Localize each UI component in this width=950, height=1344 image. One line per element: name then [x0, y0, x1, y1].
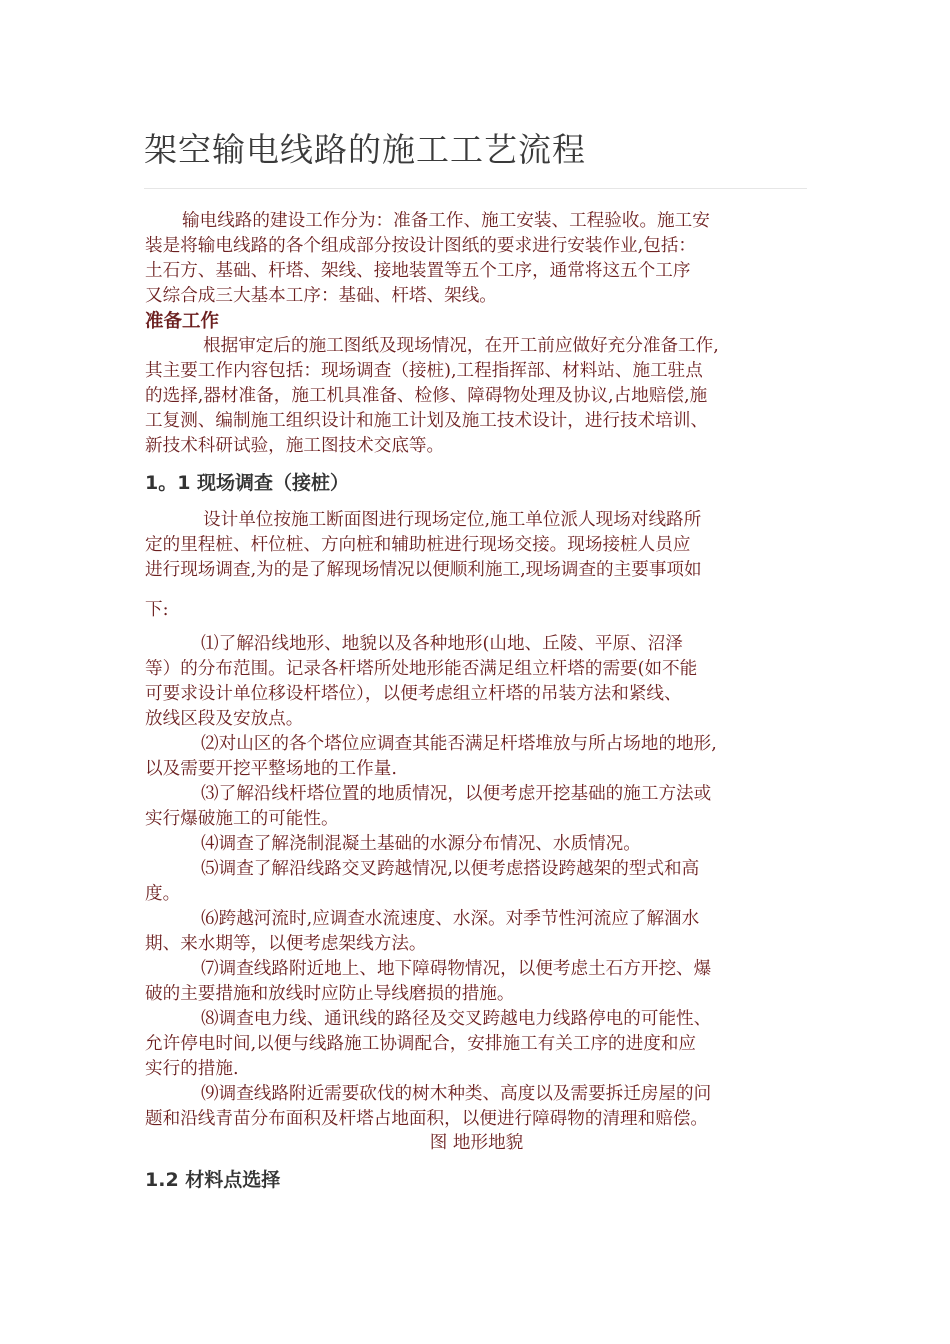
intro-line: 又综合成三大基本工序：基础、杆塔、架线。: [145, 286, 497, 306]
intro-line: 土石方、基础、杆塔、架线、接地装置等五个工序，通常将这五个工序: [145, 261, 691, 281]
survey-tail: [145, 598, 815, 623]
title-divider: [144, 188, 807, 189]
item-line: 破的主要措施和放线时应防止导线磨损的措施。: [145, 984, 515, 1004]
prep-heading: 准备工作: [145, 311, 220, 332]
prep-line: 工复测、编制施工组织设计和施工计划及施工技术设计，进行技术培训、: [145, 411, 709, 431]
survey-item-5: [145, 857, 815, 907]
survey-item-8: [145, 1007, 815, 1082]
item-line: ⑻调查电力线、通讯线的路径及交叉跨越电力线路停电的可能性、: [201, 1009, 712, 1029]
intro-paragraph: [145, 209, 815, 309]
prep-line: 的选择,器材准备，施工机具准备、检修、障碍物处理及协议,占地赔偿,施: [145, 386, 708, 406]
item-line: ⑷调查了解浇制混凝土基础的水源分布情况、水质情况。: [201, 834, 641, 854]
prep-line: 其主要工作内容包括：现场调查（接桩),工程指挥部、材料站、施工驻点: [145, 361, 703, 381]
survey-item-3: [145, 782, 815, 832]
item-line: ⑵对山区的各个塔位应调查其能否满足杆塔堆放与所占场地的地形,: [201, 734, 717, 754]
survey-item-1: [145, 632, 815, 732]
prep-line: 新技术科研试验，施工图技术交底等。: [145, 436, 445, 456]
survey-line: 定的里程桩、杆位桩、方向桩和辅助桩进行现场交接。现场接桩人员应: [145, 535, 691, 555]
item-line: 以及需要开挖平整场地的工作量.: [145, 759, 397, 779]
survey-paragraph: [145, 508, 815, 583]
item-line: ⑶了解沿线杆塔位置的地质情况，以便考虑开挖基础的施工方法或: [201, 784, 712, 804]
survey-item-6: [145, 907, 815, 957]
item-line: ⑺调查线路附近地上、地下障碍物情况，以便考虑土石方开挖、爆: [201, 959, 712, 979]
page-title: 架空输电线路的施工工艺流程: [144, 130, 586, 169]
survey-item-4: [145, 832, 815, 857]
survey-tail-line: 下:: [145, 600, 169, 620]
item-line: 实行的措施.: [145, 1059, 239, 1079]
item-line: ⑹跨越河流时,应调查水流速度、水深。对季节性河流应了解涸水: [201, 909, 700, 929]
item-line: 可要求设计单位移设杆塔位），以便考虑组立杆塔的吊装方法和紧线、: [145, 684, 682, 704]
survey-item-7: [145, 957, 815, 1007]
prep-paragraph: [145, 334, 815, 459]
survey-line: 进行现场调查,为的是了解现场情况以便顺利施工,现场调查的主要事项如: [145, 560, 702, 580]
survey-item-9: [145, 1082, 815, 1132]
intro-line: 装是将输电线路的各个组成部分按设计图纸的要求进行安装作业,包括：: [145, 236, 697, 256]
item-line: 期、来水期等，以便考虑架线方法。: [145, 934, 427, 954]
intro-line: 输电线路的建设工作分为：准备工作、施工安装、工程验收。施工安: [182, 211, 710, 231]
prep-line: 根据审定后的施工图纸及现场情况，在开工前应做好充分准备工作,: [203, 336, 719, 356]
survey-line: 设计单位按施工断面图进行现场定位,施工单位派人现场对线路所: [203, 510, 702, 530]
item-line: 实行爆破施工的可能性。: [145, 809, 339, 829]
item-line: 放线区段及安放点。: [145, 709, 304, 729]
section-heading-1-2: 1.2 材料点选择: [145, 1169, 281, 1191]
survey-item-2: [145, 732, 815, 782]
item-line: 度。: [145, 884, 181, 904]
item-line: 题和沿线青苗分布面积及杆塔占地面积，以便进行障碍物的清理和赔偿。: [145, 1109, 709, 1129]
item-line: ⑸调查了解沿线路交叉跨越情况,以便考虑搭设跨越架的型式和高: [201, 859, 700, 879]
section-heading-1-1: 1。1 现场调查（接桩）: [145, 472, 350, 494]
item-line: 等）的分布范围。记录各杆塔所处地形能否满足组立杆塔的需要(如不能: [145, 659, 698, 679]
figure-caption: 图 地形地貌: [429, 1133, 524, 1153]
item-line: ⑼调查线路附近需要砍伐的树木种类、高度以及需要拆迁房屋的问: [201, 1084, 712, 1104]
item-line: ⑴了解沿线地形、地貌以及各种地形(山地、丘陵、平原、沼泽: [201, 634, 683, 654]
item-line: 允许停电时间,以便与线路施工协调配合，安排施工有关工序的进度和应: [145, 1034, 697, 1054]
